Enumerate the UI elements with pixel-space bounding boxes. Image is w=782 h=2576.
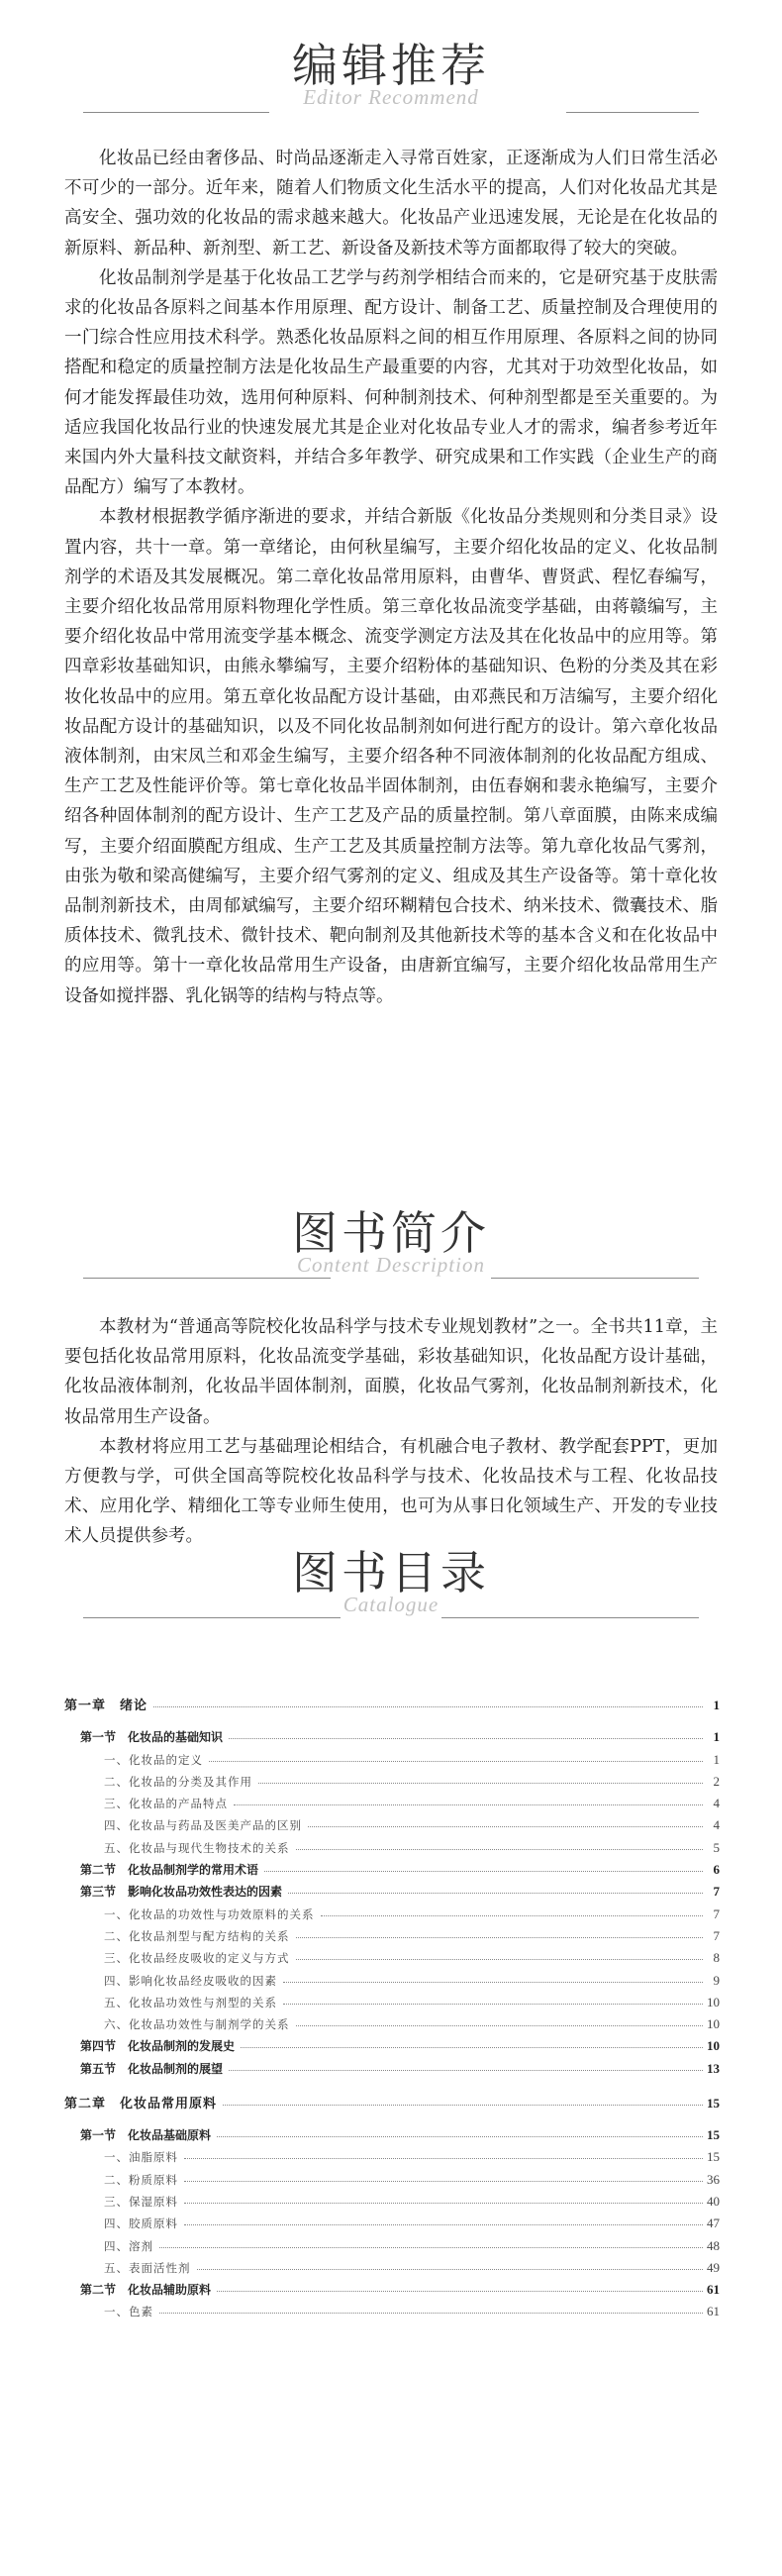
toc-leader-dots (209, 1760, 703, 1762)
toc-page-number: 49 (707, 2259, 720, 2275)
description-subtitle: Content Description (297, 1253, 485, 1277)
toc-section-row[interactable] (64, 2054, 720, 2076)
toc-page-number: 40 (707, 2193, 720, 2209)
toc-leader-dots (229, 1737, 703, 1739)
toc-page-number: 4 (713, 1796, 720, 1811)
recommend-paragraph: 化妆品制剂学是基于化妆品工艺学与药剂学相结合而来的，它是研究基于皮肤需求的化妆品各原料之间基本作用原理、配方设计、制备工艺、质量控制及合理使用的一门综合性应用技术科学。熟悉化妆品原料之间的相互作用原理、各原料之间的协同搭配和稳定的质量控制方法是化妆品生产最重要的内容，尤其对于功效型化妆品，如何才能发挥最佳功效，选用何种原料、何种制剂技术、何种剂型都是至关重要的。为适应我国化妆品行业的快速发展尤其是企业对化妆品专业人才的需求，编者参考近年来国内外大量科技文献资料，并结合多年教学、研究成果和工作实践（企业生产的商品配方）编写了本教材。 (64, 267, 718, 498)
toc-leader-dots (223, 2104, 703, 2106)
toc-section-row[interactable] (64, 2276, 720, 2298)
toc-page-number: 7 (713, 1927, 720, 1943)
toc-leader-dots (241, 2046, 703, 2048)
toc-entry-title: 四、化妆品与药品及医美产品的区别 (64, 1817, 305, 1833)
toc-leader-dots (283, 1981, 703, 1983)
toc-entry-title: 第四节 化妆品制剂的发展史 (64, 2037, 238, 2054)
description-divider-left (83, 1278, 331, 1279)
toc-page-number: 2 (713, 1773, 720, 1789)
description-paragraph: 本教材将应用工艺与基础理论相结合，有机融合电子教材、教学配套PPT，更加方便教与学，可供全国高等院校化妆品科学与技术、化妆品技术与工程、化妆品技术、应用化学、精细化工等专业师生使用，也可为从事日化领域生产、开发的专业技术人员提供参考。 (64, 1436, 718, 1547)
toc-chapter-row[interactable] (64, 1689, 720, 1713)
catalogue-subtitle: Catalogue (342, 1593, 440, 1616)
toc-item-row[interactable] (64, 2143, 720, 2165)
toc-page-number: 10 (707, 2016, 720, 2032)
catalogue-divider-left (83, 1617, 341, 1618)
toc-leader-dots (296, 1848, 704, 1850)
toc-item-row[interactable] (64, 2188, 720, 2210)
toc-entry-title: 第二节 化妆品制剂学的常用术语 (64, 1861, 261, 1878)
toc-leader-dots (296, 1958, 704, 1960)
toc-leader-dots (283, 2003, 703, 2005)
toc-entry-title: 二、化妆品的分类及其作用 (64, 1774, 255, 1790)
toc-leader-dots (296, 1936, 704, 1938)
catalogue-title: 图书目录 (292, 1546, 490, 1599)
toc-page-number: 8 (713, 1950, 720, 1966)
toc-section-row[interactable] (64, 1878, 720, 1900)
toc-item-row[interactable] (64, 1790, 720, 1811)
recommend-subtitle: Editor Recommend (303, 85, 479, 109)
toc-leader-dots (184, 2223, 703, 2225)
toc-entry-title: 第二章 化妆品常用原料 (64, 2093, 220, 2112)
toc-page-number: 61 (707, 2304, 720, 2319)
toc-page-number: 47 (707, 2215, 720, 2231)
toc-entry-title: 五、化妆品与现代生物技术的关系 (64, 1840, 293, 1856)
toc-leader-dots (217, 2135, 703, 2137)
toc-page-number: 4 (713, 1817, 720, 1833)
description-title: 图书简介 (292, 1206, 490, 1260)
toc-leader-dots (184, 2202, 703, 2204)
toc-item-row[interactable] (64, 1966, 720, 1988)
toc-entry-title: 四、影响化妆品经皮吸收的因素 (64, 1973, 280, 1989)
toc-item-row[interactable] (64, 2210, 720, 2231)
toc-entry-title: 六、化妆品功效性与制剂学的关系 (64, 2016, 293, 2032)
table-of-contents (64, 1689, 720, 2319)
toc-page-number: 10 (707, 2038, 720, 2054)
toc-entry-title: 二、化妆品剂型与配方结构的关系 (64, 1928, 293, 1944)
toc-leader-dots (264, 1870, 703, 1872)
toc-entry-title: 一、化妆品的定义 (64, 1752, 206, 1768)
toc-item-row[interactable] (64, 2254, 720, 2276)
catalogue-divider-right (441, 1617, 699, 1618)
toc-leader-dots (288, 1892, 703, 1894)
toc-item-row[interactable] (64, 1989, 720, 2010)
toc-entry-title: 第一章 绪论 (64, 1695, 150, 1713)
toc-item-row[interactable] (64, 2298, 720, 2319)
toc-item-row[interactable] (64, 2165, 720, 2187)
description-paragraph: 本教材为“普通高等院校化妆品科学与技术专业规划教材”之一。全书共11章，主要包括化妆品常用原料，化妆品流变学基础，彩妆基础知识，化妆品配方设计基础，化妆品液体制剂，化妆品半固体制剂，面膜，化妆品气雾剂，化妆品制剂新技术，化妆品常用生产设备。 (64, 1317, 718, 1427)
toc-leader-dots (308, 1825, 703, 1827)
toc-leader-dots (229, 2069, 703, 2071)
recommend-divider-left (83, 112, 269, 113)
toc-item-row[interactable] (64, 2231, 720, 2253)
toc-leader-dots (184, 2157, 703, 2159)
toc-leader-dots (184, 2180, 703, 2182)
toc-page-number: 15 (707, 2095, 720, 2111)
recommend-paragraph: 本教材根据教学循序渐进的要求，并结合新版《化妆品分类规则和分类目录》设置内容，共十一章。第一章绪论，由何秋星编写，主要介绍化妆品的定义、化妆品制剂学的术语及其发展概况。第二章化妆品常用原料，由曹华、曹贤武、程忆春编写，主要介绍化妆品常用原料物理化学性质。第三章化妆品流变学基础，由蒋赣编写，主要介绍化妆品中常用流变学基本概念、流变学测定方法及其在化妆品中的应用等。第四章彩妆基础知识，由熊永攀编写，主要介绍粉体的基础知识、色粉的分类及其在彩妆化妆品中的应用。第五章化妆品配方设计基础，由邓燕民和万洁编写，主要介绍化妆品配方设计的基础知识，以及不同化妆品制剂如何进行配方的设计。第六章化妆品液体制剂，由宋凤兰和邓金生编写，主要介绍各种不同液体制剂的化妆品配方组成、生产工艺及性能评价等。第七章化妆品半固体制剂，由伍春娴和裴永艳编写，主要介绍各种固体制剂的配方设计、生产工艺及产品的质量控制。第八章面膜，由陈来成编写，主要介绍面膜配方组成、生产工艺及其质量控制方法等。第九章化妆品气雾剂，由张为敬和梁高健编写，主要介绍气雾剂的定义、组成及其生产设备等。第十章化妆品制剂新技术，由周郁斌编写，主要介绍环糊精包合技术、纳米技术、微囊技术、脂质体技术、微乳技术、微针技术、靶向制剂及其他新技术等的基本含义和在化妆品中的应用等。第十一章化妆品常用生产设备，由唐新宜编写，主要介绍化妆品常用生产设备如搅拌器、乳化锅等的结构与特点等。 (64, 507, 718, 1006)
toc-leader-dots (159, 2246, 703, 2248)
toc-item-row[interactable] (64, 1768, 720, 1790)
toc-entry-title: 三、化妆品经皮吸收的定义与方式 (64, 1950, 293, 1966)
toc-item-row[interactable] (64, 1922, 720, 1944)
toc-leader-dots (234, 1803, 703, 1805)
toc-entry-title: 第一节 化妆品的基础知识 (64, 1728, 226, 1745)
toc-section-row[interactable] (64, 2032, 720, 2054)
toc-page-number: 48 (707, 2237, 720, 2253)
toc-entry-title: 五、化妆品功效性与剂型的关系 (64, 1995, 280, 2010)
description-body (64, 1312, 718, 1552)
toc-spacer (64, 2077, 720, 2087)
toc-entry-title: 二、粉质原料 (64, 2172, 181, 2188)
toc-page-number: 36 (707, 2171, 720, 2187)
toc-page-number: 1 (713, 1729, 720, 1745)
toc-spacer (64, 2112, 720, 2121)
toc-page-number: 9 (713, 1972, 720, 1988)
toc-page-number: 15 (707, 2149, 720, 2165)
description-header (0, 1205, 782, 1277)
toc-page-number: 61 (707, 2282, 720, 2298)
toc-entry-title: 一、色素 (64, 2304, 156, 2319)
toc-page-number: 10 (707, 1994, 720, 2009)
toc-spacer (64, 1713, 720, 1723)
toc-item-row[interactable] (64, 1811, 720, 1833)
toc-entry-title: 第二节 化妆品辅助原料 (64, 2281, 214, 2298)
toc-page-number: 6 (713, 1862, 720, 1878)
toc-leader-dots (258, 1782, 703, 1784)
toc-entry-title: 第五节 化妆品制剂的展望 (64, 2060, 226, 2077)
recommend-header (0, 38, 782, 109)
toc-chapter-row[interactable] (64, 2087, 720, 2112)
toc-section-row[interactable] (64, 2121, 720, 2143)
toc-entry-title: 第一节 化妆品基础原料 (64, 2126, 214, 2143)
toc-leader-dots (153, 1705, 703, 1707)
toc-leader-dots (321, 1914, 704, 1916)
toc-page-number: 15 (707, 2127, 720, 2143)
toc-page-number: 7 (713, 1884, 720, 1900)
recommend-body (64, 144, 718, 1011)
toc-entry-title: 第三节 影响化妆品功效性表达的因素 (64, 1883, 285, 1900)
recommend-title: 编辑推荐 (292, 39, 490, 92)
toc-item-row[interactable] (64, 2010, 720, 2032)
toc-page-number: 13 (707, 2060, 720, 2076)
toc-entry-title: 三、化妆品的产品特点 (64, 1796, 231, 1811)
toc-entry-title: 一、化妆品的功效性与功效原料的关系 (64, 1906, 318, 1922)
toc-entry-title: 五、表面活性剂 (64, 2260, 194, 2276)
toc-page-number: 1 (713, 1698, 720, 1712)
toc-item-row[interactable] (64, 1900, 720, 1921)
toc-leader-dots (217, 2290, 703, 2292)
toc-leader-dots (159, 2312, 703, 2314)
toc-section-row[interactable] (64, 1723, 720, 1745)
description-divider-right (491, 1278, 699, 1279)
toc-section-row[interactable] (64, 1856, 720, 1878)
recommend-divider-right (566, 112, 699, 113)
toc-item-row[interactable] (64, 1745, 720, 1767)
toc-item-row[interactable] (64, 1944, 720, 1966)
toc-page-number: 5 (713, 1839, 720, 1855)
toc-page-number: 7 (713, 1906, 720, 1921)
toc-item-row[interactable] (64, 1833, 720, 1855)
toc-entry-title: 四、胶质原料 (64, 2215, 181, 2231)
recommend-paragraph: 化妆品已经由奢侈品、时尚品逐渐走入寻常百姓家，正逐渐成为人们日常生活必不可少的一部分。近年来，随着人们物质文化生活水平的提高，人们对化妆品尤其是高安全、强功效的化妆品的需求越来越大。化妆品产业迅速发展，无论是在化妆品的新原料、新品种、新剂型、新工艺、新设备及新技术等方面都取得了较大的突破。 (64, 149, 718, 258)
catalogue-header (0, 1545, 782, 1616)
toc-entry-title: 三、保湿原料 (64, 2194, 181, 2210)
toc-leader-dots (197, 2268, 704, 2270)
toc-entry-title: 四、溶剂 (64, 2238, 156, 2254)
toc-page-number: 1 (713, 1751, 720, 1767)
toc-leader-dots (296, 2024, 704, 2026)
toc-entry-title: 一、油脂原料 (64, 2149, 181, 2165)
